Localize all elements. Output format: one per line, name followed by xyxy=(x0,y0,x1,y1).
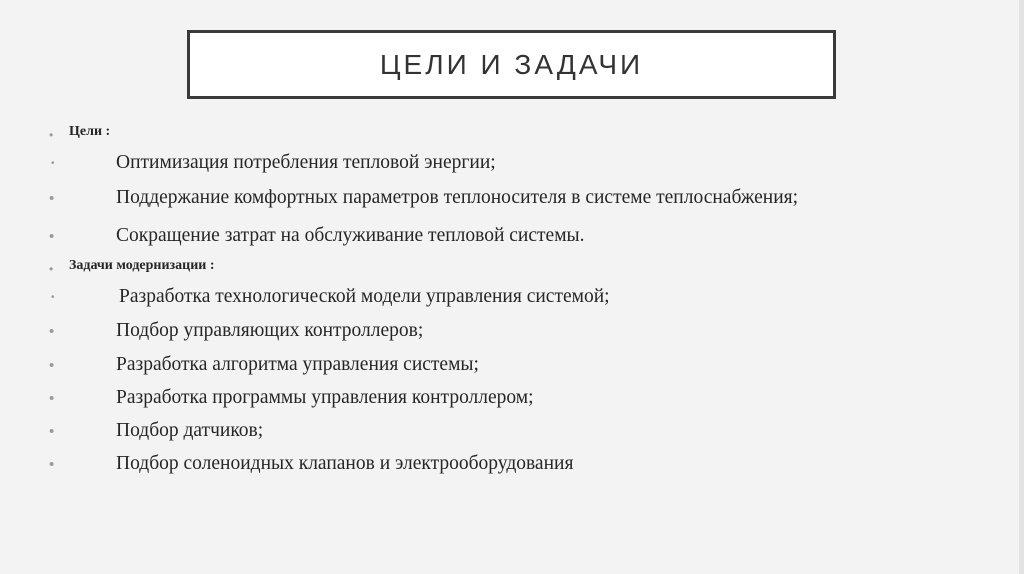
task-item-text: Разработка алгоритма управления системы; xyxy=(116,354,479,375)
goal-item xyxy=(0,153,1024,183)
goal-item-text: Оптимизация потребления тепловой энергии; xyxy=(116,152,496,173)
bullet-icon: • xyxy=(49,262,54,276)
task-item xyxy=(0,421,1024,451)
bullet-icon: • xyxy=(49,128,54,142)
tasks-heading-row xyxy=(0,259,1024,289)
task-item-text: Подбор датчиков; xyxy=(116,420,264,441)
slide-title: ЦЕЛИ И ЗАДАЧИ xyxy=(379,48,644,80)
bullet-icon: • xyxy=(51,158,55,169)
task-item-text: Разработка технологической модели управления системой; xyxy=(119,286,610,307)
bullet-icon: • xyxy=(49,323,55,340)
bullet-icon: • xyxy=(49,190,55,207)
bullet-icon: • xyxy=(49,423,55,440)
bullet-icon: • xyxy=(49,228,55,245)
task-item-text: Подбор управляющих контроллеров; xyxy=(116,320,424,341)
task-item xyxy=(0,355,1024,385)
goal-item-text: Сокращение затрат на обслуживание тепловой системы. xyxy=(116,225,585,246)
goal-item-text: Поддержание комфортных параметров теплоносителя в системе теплоснабжения; xyxy=(116,187,799,208)
task-item-text: Разработка программы управления контроллером; xyxy=(116,387,534,408)
task-item-text: Подбор соленоидных клапанов и электрооборудования xyxy=(116,453,574,474)
task-item xyxy=(0,287,1024,317)
goal-item xyxy=(0,188,1024,218)
bullet-icon: • xyxy=(49,357,55,374)
task-item xyxy=(0,388,1024,418)
bullet-icon: • xyxy=(51,292,55,303)
goals-heading-row xyxy=(0,125,1024,155)
task-item xyxy=(0,454,1024,484)
goal-item xyxy=(0,226,1024,256)
goals-heading: Цели : xyxy=(69,124,111,139)
bullet-icon: • xyxy=(49,390,55,407)
bullet-icon: • xyxy=(49,456,55,473)
task-item xyxy=(0,321,1024,351)
tasks-heading: Задачи модернизации : xyxy=(69,258,215,273)
